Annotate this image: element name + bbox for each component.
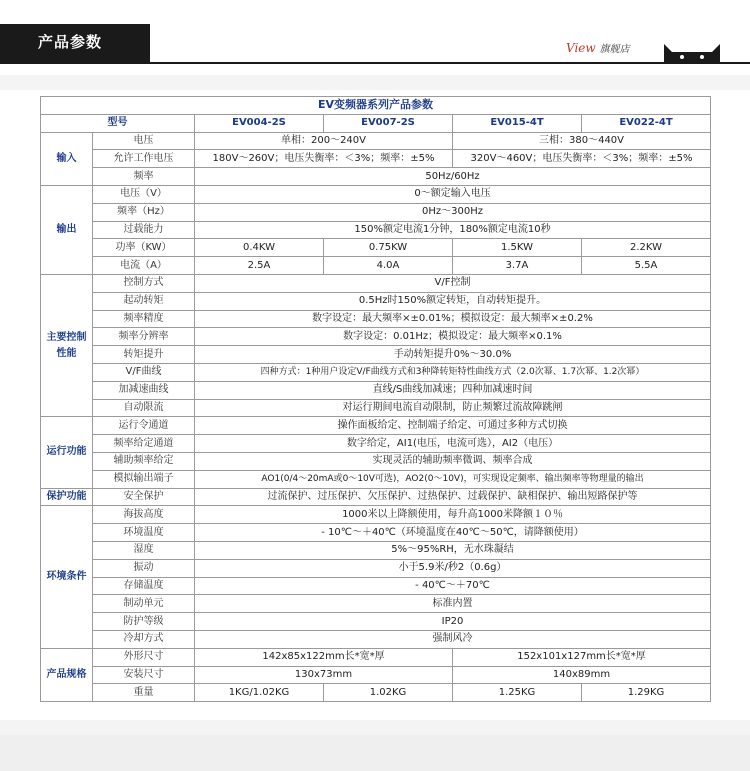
table-caption-row bbox=[41, 97, 711, 115]
cell: - 10℃～＋40℃（环境温度在40℃～50℃，请降额使用） bbox=[195, 524, 711, 542]
cell: 直线/S曲线加减速；四种加减速时间 bbox=[195, 381, 711, 399]
cell: 实现灵活的辅助频率微调、频率合成 bbox=[195, 452, 711, 470]
spec-table bbox=[40, 96, 711, 702]
table-header-row bbox=[41, 114, 711, 132]
cell: 4.0A bbox=[324, 257, 453, 275]
header-model: EV015-4T bbox=[453, 114, 582, 132]
row-label: 功率（KW） bbox=[93, 239, 195, 257]
table-row bbox=[41, 168, 711, 186]
cell: 数字设定：0.01Hz；模拟设定：最大频率×0.1% bbox=[195, 328, 711, 346]
header-model: EV004-2S bbox=[195, 114, 324, 132]
banner-divider bbox=[0, 62, 750, 64]
cell: 50Hz/60Hz bbox=[195, 168, 711, 186]
cell: 对运行期间电流自动限制，防止频繁过流故障跳闸 bbox=[195, 399, 711, 417]
table-row bbox=[41, 257, 711, 275]
row-label: 海拔高度 bbox=[93, 506, 195, 524]
row-label: 冷却方式 bbox=[93, 630, 195, 648]
header-model: EV022-4T bbox=[582, 114, 711, 132]
cell: - 40℃～＋70℃ bbox=[195, 577, 711, 595]
table-row bbox=[41, 417, 711, 435]
row-label: 重量 bbox=[93, 684, 195, 702]
row-label: 振动 bbox=[93, 559, 195, 577]
row-label: 安全保护 bbox=[93, 488, 195, 506]
table-caption: EV变频器系列产品参数 bbox=[41, 97, 711, 115]
cell: 手动转矩提升0%～30.0% bbox=[195, 346, 711, 364]
brand-suffix: 旗舰店 bbox=[599, 44, 630, 55]
header-model-label: 型号 bbox=[41, 114, 195, 132]
table-row bbox=[41, 435, 711, 453]
cell: 130x73mm bbox=[195, 666, 453, 684]
table-row bbox=[41, 470, 711, 488]
row-label: 存储温度 bbox=[93, 577, 195, 595]
row-label: V/F曲线 bbox=[93, 363, 195, 381]
table-row bbox=[41, 541, 711, 559]
row-label: 频率（Hz） bbox=[93, 203, 195, 221]
table-row bbox=[41, 274, 711, 292]
table-row bbox=[41, 666, 711, 684]
row-label: 频率精度 bbox=[93, 310, 195, 328]
row-label: 安装尺寸 bbox=[93, 666, 195, 684]
table-row bbox=[41, 506, 711, 524]
cell: 152x101x127mm长*宽*厚 bbox=[453, 648, 711, 666]
table-row bbox=[41, 613, 711, 631]
page-footer bbox=[0, 735, 750, 771]
cell: 四种方式：1种用户设定V/F曲线方式和3种降转矩特性曲线方式（2.0次幂、1.7次幂、1.2次幂） bbox=[195, 363, 711, 381]
row-label: 环境温度 bbox=[93, 524, 195, 542]
table-row bbox=[41, 132, 711, 150]
table-row bbox=[41, 310, 711, 328]
cell: 0.4KW bbox=[195, 239, 324, 257]
row-label: 过载能力 bbox=[93, 221, 195, 239]
table-row bbox=[41, 239, 711, 257]
table-row bbox=[41, 488, 711, 506]
table-row bbox=[41, 559, 711, 577]
cell: IP20 bbox=[195, 613, 711, 631]
cell: 1.5KW bbox=[453, 239, 582, 257]
row-label: 控制方式 bbox=[93, 274, 195, 292]
row-label: 自动限流 bbox=[93, 399, 195, 417]
cell: 过流保护、过压保护、欠压保护、过热保护、过载保护、缺相保护、输出短路保护等 bbox=[195, 488, 711, 506]
cell: 142x85x122mm长*宽*厚 bbox=[195, 648, 453, 666]
cell: 2.2KW bbox=[582, 239, 711, 257]
row-label: 湿度 bbox=[93, 541, 195, 559]
table-row bbox=[41, 363, 711, 381]
cell: 0～额定输入电压 bbox=[195, 185, 711, 203]
group-label: 主要控制性能 bbox=[41, 274, 93, 416]
row-label: 电压 bbox=[93, 132, 195, 150]
cell: 1KG/1.02KG bbox=[195, 684, 324, 702]
row-label: 制动单元 bbox=[93, 595, 195, 613]
cat-logo-icon bbox=[662, 40, 722, 62]
cell: 2.5A bbox=[195, 257, 324, 275]
cell: 标准内置 bbox=[195, 595, 711, 613]
cell: 0.75KW bbox=[324, 239, 453, 257]
cell: AO1(0/4～20mA或0～10V可选)，AO2(0～10V)，可实现设定频率、输出频率等物理量的输出 bbox=[195, 470, 711, 488]
cell: 小于5.9米/秒2（0.6g） bbox=[195, 559, 711, 577]
cell: 1.02KG bbox=[324, 684, 453, 702]
brand-logo[interactable] bbox=[566, 40, 630, 55]
row-label: 运行令通道 bbox=[93, 417, 195, 435]
cell: 单相：200～240V bbox=[195, 132, 453, 150]
row-label: 转矩提升 bbox=[93, 346, 195, 364]
group-label: 运行功能 bbox=[41, 417, 93, 488]
table-row bbox=[41, 328, 711, 346]
table-row bbox=[41, 292, 711, 310]
group-label: 保护功能 bbox=[41, 488, 93, 506]
row-label: 模拟输出端子 bbox=[93, 470, 195, 488]
section-title: 产品参数 bbox=[38, 33, 103, 51]
row-label: 频率分辨率 bbox=[93, 328, 195, 346]
table-row bbox=[41, 399, 711, 417]
group-label: 输入 bbox=[41, 132, 93, 185]
row-label: 起动转矩 bbox=[93, 292, 195, 310]
cell: 操作面板给定、控制端子给定、可通过多种方式切换 bbox=[195, 417, 711, 435]
cell: 180V～260V；电压失衡率：＜3%；频率：±5% bbox=[195, 150, 453, 168]
row-label: 频率给定通道 bbox=[93, 435, 195, 453]
cell: 1000米以上降额使用，每升高1000米降额１０％ bbox=[195, 506, 711, 524]
header-banner bbox=[0, 0, 750, 75]
row-label: 外形尺寸 bbox=[93, 648, 195, 666]
table-row bbox=[41, 381, 711, 399]
table-row bbox=[41, 452, 711, 470]
row-label: 允许工作电压 bbox=[93, 150, 195, 168]
cell: 三相：380～440V bbox=[453, 132, 711, 150]
cell: 1.29KG bbox=[582, 684, 711, 702]
cell: 5%～95%RH，无水珠凝结 bbox=[195, 541, 711, 559]
cell: 0Hz～300Hz bbox=[195, 203, 711, 221]
row-label: 辅助频率给定 bbox=[93, 452, 195, 470]
brand-name: View bbox=[566, 41, 596, 55]
table-row bbox=[41, 203, 711, 221]
header-model: EV007-2S bbox=[324, 114, 453, 132]
row-label: 防护等级 bbox=[93, 613, 195, 631]
row-label: 电压（V） bbox=[93, 185, 195, 203]
table-row bbox=[41, 221, 711, 239]
row-label: 频率 bbox=[93, 168, 195, 186]
row-label: 加减速曲线 bbox=[93, 381, 195, 399]
table-row bbox=[41, 577, 711, 595]
table-row bbox=[41, 150, 711, 168]
table-row bbox=[41, 630, 711, 648]
cell: 140x89mm bbox=[453, 666, 711, 684]
cell: 3.7A bbox=[453, 257, 582, 275]
cell: V/F控制 bbox=[195, 274, 711, 292]
cell: 5.5A bbox=[582, 257, 711, 275]
table-row bbox=[41, 185, 711, 203]
cell: 0.5Hz时150%额定转矩，自动转矩提升。 bbox=[195, 292, 711, 310]
table-row bbox=[41, 684, 711, 702]
row-label: 电流（A） bbox=[93, 257, 195, 275]
cell: 320V～460V；电压失衡率：＜3%；频率：±5% bbox=[453, 150, 711, 168]
cell: 数字设定：最大频率×±0.01%；模拟设定：最大频率×±0.2% bbox=[195, 310, 711, 328]
cell: 1.25KG bbox=[453, 684, 582, 702]
group-label: 输出 bbox=[41, 185, 93, 274]
table-row bbox=[41, 648, 711, 666]
group-label: 产品规格 bbox=[41, 648, 93, 701]
cell: 150%额定电流1分钟，180%额定电流10秒 bbox=[195, 221, 711, 239]
table-row bbox=[41, 595, 711, 613]
cell: 强制风冷 bbox=[195, 630, 711, 648]
group-label: 环境条件 bbox=[41, 506, 93, 648]
table-row bbox=[41, 524, 711, 542]
table-row bbox=[41, 346, 711, 364]
cell: 数字给定，AI1(电压，电流可选），AI2（电压） bbox=[195, 435, 711, 453]
